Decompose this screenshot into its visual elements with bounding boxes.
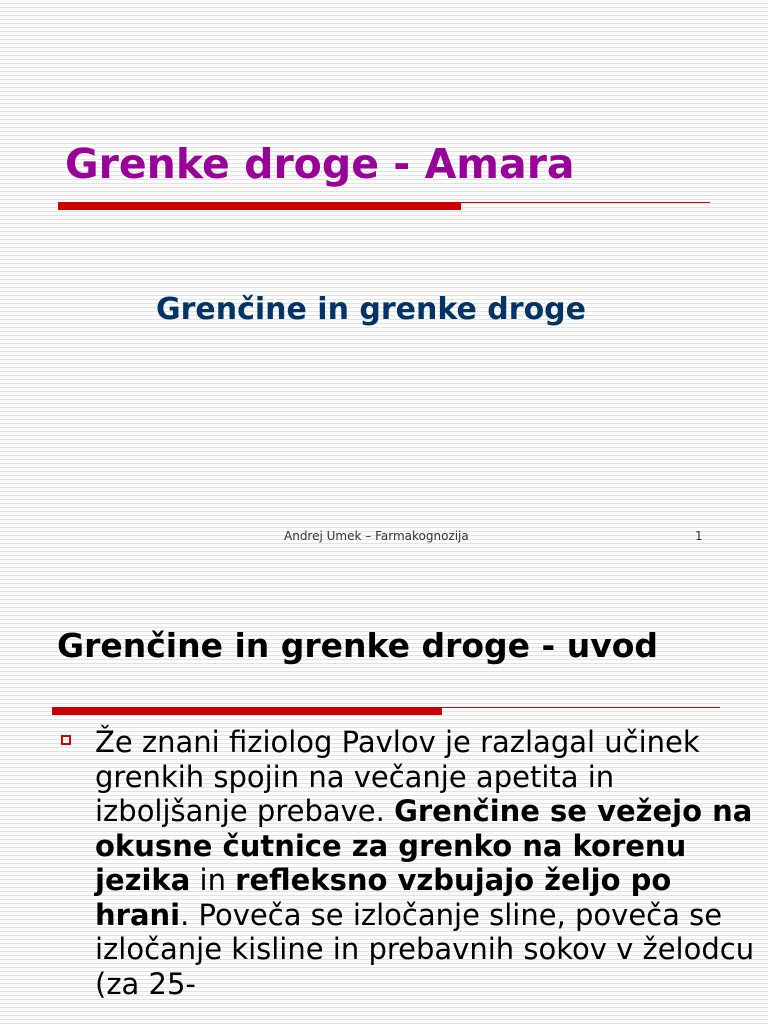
slide-title: Grenke droge - Amara: [65, 140, 575, 188]
underline-thick-segment: [58, 202, 461, 210]
page-number: 1: [695, 529, 703, 543]
slide-subtitle: Grenčine in grenke droge: [155, 292, 587, 327]
title-underline: [58, 202, 710, 210]
bullet-text-connector: in: [190, 863, 236, 897]
slide-footer: Andrej Umek – Farmakognozija: [284, 529, 469, 543]
slide-title-bold: Grenčine in grenke droge: [57, 626, 531, 665]
underline-thin-segment: [461, 202, 710, 203]
bullet-paragraph: [95, 725, 755, 1001]
bullet-text-emphasis-1: Grenčine se vežejo na okusne čutnice za grenko na korenu jezika: [95, 794, 753, 897]
slide-2: [0, 572, 768, 1024]
bullet-text-emphasis-2: refleksno vzbujajo željo po hrani: [95, 863, 672, 932]
underline-thin-segment: [442, 707, 720, 708]
title-underline: [52, 707, 720, 715]
bullet-text-continuation: . Poveča se izločanje sline, poveča se izločanje kisline in prebavnih sokov v želodcu (za 25-: [95, 897, 755, 1001]
slide-title-suffix: - uvod: [530, 626, 659, 665]
underline-thick-segment: [52, 707, 442, 715]
slide-title: [57, 627, 658, 665]
bullet-text-intro: Že znani fiziolog Pavlov je razlagal učinek grenkih spojin na večanje apetita in izboljšanje prebave.: [95, 725, 700, 828]
square-bullet-icon: [61, 735, 71, 745]
